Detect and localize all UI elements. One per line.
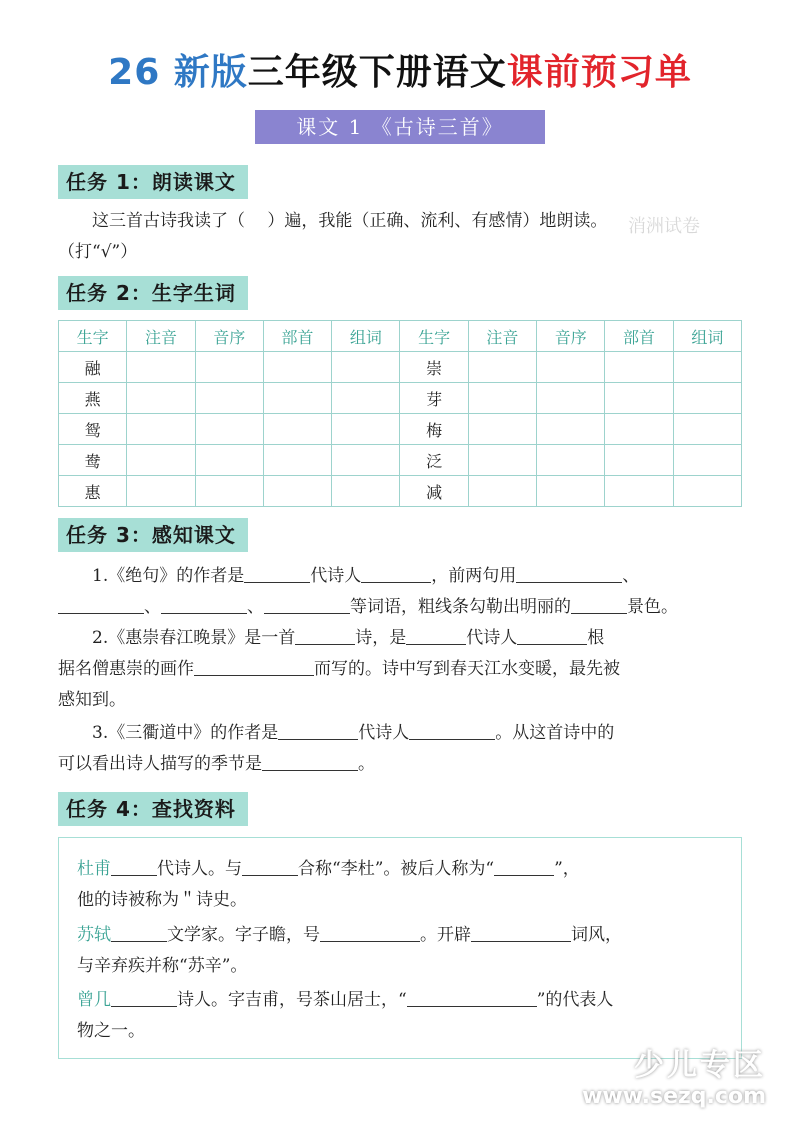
q1-text: 1.《绝句》的作者是: [92, 566, 245, 586]
pinyin-cell[interactable]: [468, 383, 536, 414]
answer-blank[interactable]: [295, 627, 355, 645]
answer-blank[interactable]: [517, 627, 587, 645]
table-row: [59, 414, 742, 445]
poet-name: 曾几: [77, 990, 111, 1010]
column-header: 生字: [400, 321, 468, 352]
order-cell[interactable]: [195, 414, 263, 445]
zengji-text: 诗人。字吉甫，号茶山居士，“: [177, 990, 407, 1010]
q3-text: 。: [358, 754, 375, 774]
dufu-text: 合称“李杜”。被后人称为“: [298, 859, 495, 879]
pinyin-cell[interactable]: [468, 414, 536, 445]
word-cell[interactable]: [673, 414, 741, 445]
table-row: [59, 352, 742, 383]
column-header: 生字: [59, 321, 127, 352]
radical-cell[interactable]: [605, 476, 673, 507]
column-header: 部首: [263, 321, 331, 352]
answer-blank[interactable]: [244, 565, 310, 583]
table-row: [59, 383, 742, 414]
q3-text: 。从这首诗中的: [495, 723, 615, 743]
order-cell[interactable]: [537, 352, 605, 383]
answer-blank[interactable]: [111, 989, 177, 1007]
pinyin-cell[interactable]: [468, 352, 536, 383]
dufu-line1: [77, 854, 580, 885]
dufu-text: ”，: [554, 859, 580, 879]
radical-cell[interactable]: [263, 476, 331, 507]
task3-question2: [58, 623, 748, 716]
order-cell[interactable]: [195, 445, 263, 476]
answer-blank[interactable]: [406, 627, 466, 645]
title-edition: 26 新版: [108, 52, 248, 93]
sushi-line2: 与辛弃疾并称“苏辛”。: [77, 956, 248, 976]
column-header: 组词: [332, 321, 400, 352]
char-cell: 鸳: [59, 414, 127, 445]
q2-text: 代诗人: [466, 628, 518, 648]
order-cell[interactable]: [195, 476, 263, 507]
radical-cell[interactable]: [605, 445, 673, 476]
column-header: 组词: [673, 321, 741, 352]
title-sheet: 课前预习单: [506, 52, 692, 93]
sushi-text: 文学家。字子瞻，号: [167, 925, 320, 945]
word-cell[interactable]: [673, 445, 741, 476]
radical-cell[interactable]: [605, 414, 673, 445]
q1-text: ，前两句用: [431, 566, 517, 586]
order-cell[interactable]: [195, 383, 263, 414]
q2-text: 据名僧惠崇的画作: [58, 659, 194, 679]
answer-blank[interactable]: [58, 596, 144, 614]
answer-blank[interactable]: [361, 565, 431, 583]
table-row: [59, 445, 742, 476]
answer-blank[interactable]: [242, 858, 298, 876]
word-cell[interactable]: [332, 352, 400, 383]
q3-text: 3.《三衢道中》的作者是: [92, 723, 279, 743]
answer-blank[interactable]: [262, 753, 358, 771]
word-cell[interactable]: [332, 414, 400, 445]
order-cell[interactable]: [537, 383, 605, 414]
column-header: 注音: [468, 321, 536, 352]
task3-question1: [58, 561, 748, 623]
page-title: [0, 44, 800, 95]
q1-text: 、: [622, 566, 640, 586]
sushi-text: 。开辟: [420, 925, 471, 945]
answer-blank[interactable]: [471, 924, 571, 942]
sushi-line1: [77, 920, 622, 951]
dufu-line2: 他的诗被称为＂诗史。: [77, 890, 247, 910]
char-cell: 融: [59, 352, 127, 383]
dufu-text: 代诗人。与: [157, 859, 242, 879]
q1-text: 代诗人: [310, 566, 362, 586]
task4-heading: 任务 4：查找资料: [58, 792, 248, 826]
word-cell[interactable]: [332, 383, 400, 414]
pinyin-cell[interactable]: [127, 476, 195, 507]
answer-blank[interactable]: [407, 989, 537, 1007]
word-cell[interactable]: [332, 476, 400, 507]
answer-blank[interactable]: [161, 596, 247, 614]
task1-heading: 任务 1：朗读课文: [58, 165, 248, 199]
q2-text: 而写的。诗中写到春天江水变暖，最先被: [314, 659, 620, 679]
task3-heading: 任务 3：感知课文: [58, 518, 248, 552]
pinyin-cell[interactable]: [127, 383, 195, 414]
q2-text: 诗，是: [355, 628, 407, 648]
order-cell[interactable]: [195, 352, 263, 383]
answer-blank[interactable]: [494, 858, 554, 876]
lesson-banner: 课文 1 《古诗三首》: [255, 110, 545, 144]
q1-text: 等词语，粗线条勾勒出明丽的: [350, 597, 571, 617]
pinyin-cell[interactable]: [127, 445, 195, 476]
char-cell: 崇: [400, 352, 468, 383]
radical-cell[interactable]: [263, 445, 331, 476]
word-cell[interactable]: [673, 383, 741, 414]
char-cell: 泛: [400, 445, 468, 476]
q1-text: 、: [144, 597, 161, 617]
answer-blank[interactable]: [516, 565, 622, 583]
research-box: [58, 837, 742, 1059]
column-header: 音序: [537, 321, 605, 352]
character-table: [58, 320, 742, 507]
task3-question3: [58, 718, 748, 780]
site-logo: [582, 1040, 766, 1109]
column-header: 部首: [605, 321, 673, 352]
radical-cell[interactable]: [605, 352, 673, 383]
q3-text: 可以看出诗人描写的季节是: [58, 754, 262, 774]
char-cell: 惠: [59, 476, 127, 507]
answer-blank[interactable]: [111, 924, 167, 942]
task2-heading: 任务 2：生字生词: [58, 276, 248, 310]
column-header: 音序: [195, 321, 263, 352]
char-cell: 鸯: [59, 445, 127, 476]
q2-text: 2.《惠崇春江晚景》是一首: [92, 628, 296, 648]
sushi-text: 词风，: [571, 925, 622, 945]
q3-text: 代诗人: [358, 723, 410, 743]
q2-text: 感知到。: [58, 690, 126, 710]
radical-cell[interactable]: [263, 383, 331, 414]
char-cell: 燕: [59, 383, 127, 414]
answer-blank[interactable]: [571, 596, 627, 614]
zengji-line2: 物之一。: [77, 1021, 145, 1041]
answer-blank[interactable]: [278, 722, 358, 740]
poet-name: 苏轼: [77, 925, 111, 945]
char-cell: 芽: [400, 383, 468, 414]
pinyin-cell[interactable]: [468, 476, 536, 507]
radical-cell[interactable]: [605, 383, 673, 414]
radical-cell[interactable]: [263, 414, 331, 445]
answer-blank[interactable]: [194, 658, 314, 676]
task1-line2: （打“√”）: [58, 242, 138, 262]
order-cell[interactable]: [537, 445, 605, 476]
word-cell[interactable]: [332, 445, 400, 476]
column-header: 注音: [127, 321, 195, 352]
char-cell: 减: [400, 476, 468, 507]
task1-line1: 这三首古诗我读了（ ）遍，我能（正确、流利、有感情）地朗读。: [92, 211, 608, 231]
q1-text: 景色。: [627, 597, 678, 617]
pinyin-cell[interactable]: [127, 352, 195, 383]
pinyin-cell[interactable]: [127, 414, 195, 445]
logo-url: www.sezq.com: [582, 1084, 766, 1109]
order-cell[interactable]: [537, 414, 605, 445]
word-cell[interactable]: [673, 352, 741, 383]
word-cell[interactable]: [673, 476, 741, 507]
answer-blank[interactable]: [320, 924, 420, 942]
poet-name: 杜甫: [77, 859, 111, 879]
q2-text: 根: [587, 628, 605, 648]
zengji-line1: [77, 985, 613, 1016]
answer-blank[interactable]: [111, 858, 157, 876]
order-cell[interactable]: [537, 476, 605, 507]
char-cell: 梅: [400, 414, 468, 445]
watermark: 消洲试卷: [628, 216, 700, 237]
radical-cell[interactable]: [263, 352, 331, 383]
q1-text: 、: [247, 597, 264, 617]
zengji-text: ”的代表人: [536, 990, 614, 1010]
table-header-row: [59, 321, 742, 352]
answer-blank[interactable]: [409, 722, 495, 740]
answer-blank[interactable]: [264, 596, 350, 614]
title-grade: 三年级下册语文: [247, 52, 507, 93]
pinyin-cell[interactable]: [468, 445, 536, 476]
table-row: [59, 476, 742, 507]
logo-title: 少儿专区: [634, 1048, 766, 1083]
